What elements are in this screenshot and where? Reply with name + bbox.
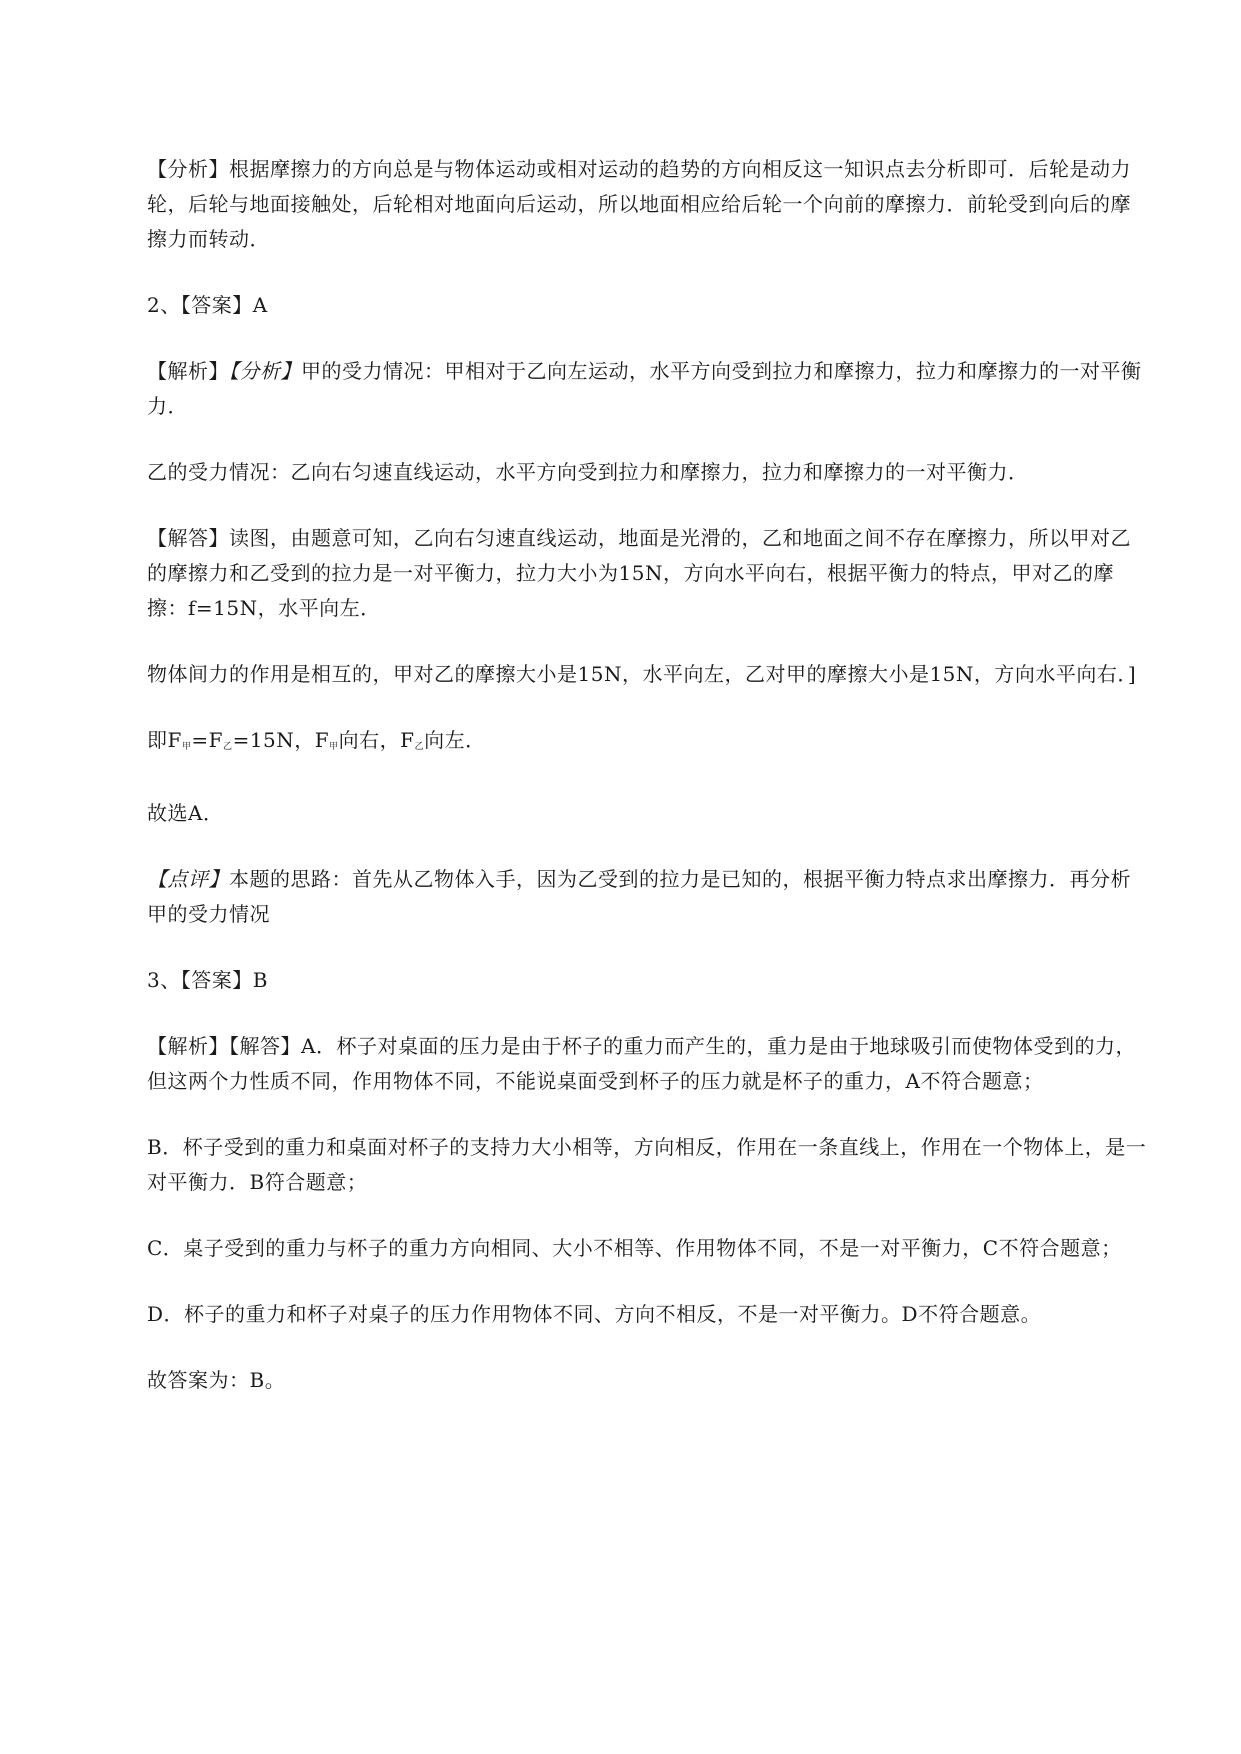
option-a-paragraph: 【解析】【解答】A．杯子对桌面的压力是由于杯子的重力而产生的，重力是由于地球吸引而使物体受到的力，但这两个力性质不同，作用物体不同，不能说桌面受到杯子的压力就是杯子的重力，A不符合题意； <box>147 1034 1136 1093</box>
label-fenxi: 【分析】 <box>229 359 301 383</box>
conclusion-2: 故选A． <box>147 801 224 825</box>
final-answer: 故答案为：B。 <box>147 1368 286 1392</box>
analysis-text-2: 甲的受力情况：甲相对于乙向左运动，水平方向受到拉力和摩擦力，拉力和摩擦力的一对平衡力． <box>147 359 1142 418</box>
option-d-paragraph: D．杯子的重力和杯子对桌子的压力作用物体不同、方向不相反，不是一对平衡力。D不符合题意。 <box>147 1302 1042 1326</box>
eq-sub-3: 甲 <box>329 742 339 752</box>
eq-part-2: =F <box>191 728 224 752</box>
comment-text: 本题的思路：首先从乙物体入手，因为乙受到的拉力是已知的，根据平衡力特点求出摩擦力．再分析甲的受力情况 <box>147 867 1131 926</box>
eq-sub-2: 乙 <box>223 742 233 752</box>
eq-sub-1: 甲 <box>181 742 192 752</box>
answer-heading-2: 2、【答案】A <box>147 293 268 317</box>
interaction-paragraph: 物体间力的作用是相互的，甲对乙的摩擦大小是15N，水平向左，乙对甲的摩擦大小是15N，方向水平向右．] <box>147 662 1137 686</box>
option-c-paragraph: C．桌子受到的重力与杯子的重力方向相同、大小不相等、作用物体不同，不是一对平衡力，C不符合题意； <box>147 1236 1122 1260</box>
analysis-paragraph-3: 乙的受力情况：乙向右匀速直线运动，水平方向受到拉力和摩擦力，拉力和摩擦力的一对平衡力． <box>147 460 1029 484</box>
eq-part-5: 向左． <box>424 728 486 752</box>
solution-paragraph: 【解答】读图，由题意可知，乙向右匀速直线运动，地面是光滑的，乙和地面之间不存在摩擦力，所以甲对乙的摩擦力和乙受到的拉力是一对平衡力，拉力大小为15N，方向水平向右，根据平衡力的特点，甲对乙的摩擦：f=15N，水平向左． <box>147 526 1131 620</box>
analysis-paragraph-2 <box>147 354 1147 424</box>
force-equation <box>147 723 1147 765</box>
eq-sub-4: 乙 <box>414 742 425 752</box>
analysis-paragraph-1: 【分析】根据摩擦力的方向总是与物体运动或相对运动的趋势的方向相反这一知识点去分析即可．后轮是动力轮，后轮与地面接触处，后轮相对地面向后运动，所以地面相应给后轮一个向前的摩擦力．前轮受到向后的摩擦力而转动． <box>147 157 1131 251</box>
eq-part-3: =15N，F <box>232 728 330 752</box>
eq-part-1: 即F <box>147 728 182 752</box>
label-dianping: 【点评】 <box>147 867 229 891</box>
comment-paragraph <box>147 862 1147 932</box>
eq-part-4: 向右，F <box>338 728 415 752</box>
document-page <box>147 152 1147 1429</box>
option-b-paragraph: B．杯子受到的重力和桌面对杯子的支持力大小相等，方向相反，作用在一条直线上，作用在一个物体上，是一对平衡力．B符合题意； <box>147 1135 1147 1194</box>
answer-heading-3: 3、【答案】B <box>147 968 268 992</box>
label-jiexi: 【解析】 <box>147 359 229 383</box>
